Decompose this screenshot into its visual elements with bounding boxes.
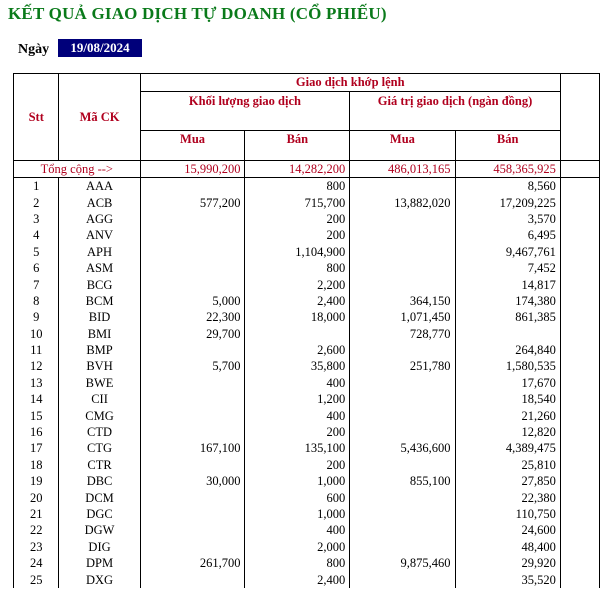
value-sell-cell: 14,817 [455,276,560,292]
value-sell-cell: 18,540 [455,391,560,407]
total-volume-sell: 14,282,200 [245,161,350,178]
stt-cell: 9 [14,309,59,325]
date-label: Ngày [18,42,50,57]
table-row [14,309,600,325]
total-value-sell: 458,365,925 [455,161,560,178]
extra-cell [560,457,599,473]
total-extra [560,161,599,178]
value-buy-cell [350,178,455,195]
stt-cell: 15 [14,407,59,423]
code-cell: DBC [59,473,140,489]
volume-sell-cell: 800 [245,555,350,571]
volume-buy-cell [140,276,245,292]
header-volume-buy: Mua [140,131,245,161]
value-sell-cell: 27,850 [455,473,560,489]
code-cell: BCG [59,276,140,292]
value-sell-cell: 21,260 [455,407,560,423]
code-cell: ASM [59,260,140,276]
value-buy-cell [350,571,455,587]
volume-sell-cell: 400 [245,407,350,423]
volume-buy-cell: 261,700 [140,555,245,571]
header-value: Giá trị giao dịch (ngàn đồng) [350,92,561,131]
code-cell: DIG [59,539,140,555]
volume-buy-cell [140,244,245,260]
total-value-buy: 486,013,165 [350,161,455,178]
code-cell: CTG [59,440,140,456]
code-cell: BID [59,309,140,325]
volume-buy-cell [140,227,245,243]
extra-cell [560,489,599,505]
table-row [14,407,600,423]
code-cell: BVH [59,358,140,374]
volume-buy-cell: 5,700 [140,358,245,374]
volume-buy-cell [140,539,245,555]
value-sell-cell [455,326,560,342]
volume-buy-cell [140,407,245,423]
table-row [14,391,600,407]
extra-cell [560,342,599,358]
stt-cell: 22 [14,522,59,538]
code-cell: ANV [59,227,140,243]
volume-sell-cell: 1,000 [245,473,350,489]
volume-sell-cell: 1,200 [245,391,350,407]
stt-cell: 19 [14,473,59,489]
volume-sell-cell: 1,104,900 [245,244,350,260]
header-volume-sell: Bán [245,131,350,161]
value-sell-cell: 35,520 [455,571,560,587]
extra-cell [560,424,599,440]
volume-buy-cell [140,211,245,227]
volume-sell-cell: 715,700 [245,194,350,210]
table-row [14,571,600,587]
extra-cell [560,555,599,571]
value-buy-cell: 364,150 [350,293,455,309]
table-row [14,457,600,473]
value-buy-cell: 5,436,600 [350,440,455,456]
code-cell: DGW [59,522,140,538]
code-cell: DCM [59,489,140,505]
header-ma-ck: Mã CK [59,74,140,161]
extra-cell [560,391,599,407]
extra-cell [560,407,599,423]
extra-cell [560,178,599,195]
value-buy-cell [350,375,455,391]
trading-results-table [13,73,600,588]
code-cell: BMI [59,326,140,342]
value-sell-cell: 25,810 [455,457,560,473]
extra-cell [560,539,599,555]
value-sell-cell: 1,580,535 [455,358,560,374]
value-sell-cell: 29,920 [455,555,560,571]
table-row [14,260,600,276]
volume-buy-cell [140,375,245,391]
header-volume: Khối lượng giao dịch [140,92,350,131]
volume-buy-cell [140,522,245,538]
table-row [14,194,600,210]
table-row [14,375,600,391]
extra-cell [560,473,599,489]
value-sell-cell: 4,389,475 [455,440,560,456]
volume-buy-cell [140,342,245,358]
code-cell: DGC [59,506,140,522]
value-buy-cell [350,506,455,522]
extra-cell [560,375,599,391]
stt-cell: 24 [14,555,59,571]
code-cell: CMG [59,407,140,423]
table-row [14,555,600,571]
table-row [14,227,600,243]
volume-sell-cell: 200 [245,227,350,243]
volume-buy-cell: 29,700 [140,326,245,342]
value-sell-cell: 110,750 [455,506,560,522]
volume-buy-cell [140,571,245,587]
code-cell: AAA [59,178,140,195]
code-cell: BMP [59,342,140,358]
table-row [14,440,600,456]
volume-sell-cell: 2,400 [245,571,350,587]
value-buy-cell: 13,882,020 [350,194,455,210]
volume-buy-cell [140,178,245,195]
value-buy-cell [350,260,455,276]
value-sell-cell: 22,380 [455,489,560,505]
value-buy-cell: 728,770 [350,326,455,342]
header-matched-orders: Giao dịch khớp lệnh [140,74,560,92]
value-buy-cell: 1,071,450 [350,309,455,325]
value-buy-cell [350,539,455,555]
volume-sell-cell: 800 [245,178,350,195]
date-value: 19/08/2024 [58,39,142,57]
extra-cell [560,211,599,227]
volume-sell-cell: 2,200 [245,276,350,292]
stt-cell: 3 [14,211,59,227]
value-buy-cell [350,211,455,227]
volume-buy-cell [140,391,245,407]
value-buy-cell: 251,780 [350,358,455,374]
code-cell: CII [59,391,140,407]
value-sell-cell: 9,467,761 [455,244,560,260]
stt-cell: 2 [14,194,59,210]
header-extra [560,74,599,161]
value-buy-cell: 855,100 [350,473,455,489]
value-sell-cell: 24,600 [455,522,560,538]
stt-cell: 11 [14,342,59,358]
header-value-buy: Mua [350,131,455,161]
value-buy-cell [350,227,455,243]
value-sell-cell: 12,820 [455,424,560,440]
volume-buy-cell [140,424,245,440]
extra-cell [560,309,599,325]
volume-sell-cell: 200 [245,211,350,227]
table-row [14,506,600,522]
volume-sell-cell: 2,600 [245,342,350,358]
stt-cell: 14 [14,391,59,407]
value-sell-cell: 17,670 [455,375,560,391]
value-sell-cell: 48,400 [455,539,560,555]
stt-cell: 17 [14,440,59,456]
stt-cell: 7 [14,276,59,292]
extra-cell [560,358,599,374]
volume-sell-cell: 2,000 [245,539,350,555]
stt-cell: 21 [14,506,59,522]
stt-cell: 5 [14,244,59,260]
value-buy-cell: 9,875,460 [350,555,455,571]
value-sell-cell: 174,380 [455,293,560,309]
table-row [14,178,600,195]
code-cell: BWE [59,375,140,391]
page-title: KẾT QUẢ GIAO DỊCH TỰ DOANH (CỔ PHIẾU) [8,4,387,23]
table-row [14,244,600,260]
extra-cell [560,276,599,292]
extra-cell [560,571,599,587]
total-volume-buy: 15,990,200 [140,161,245,178]
value-sell-cell: 3,570 [455,211,560,227]
table-row [14,358,600,374]
table-row [14,326,600,342]
stt-cell: 10 [14,326,59,342]
volume-sell-cell: 135,100 [245,440,350,456]
extra-cell [560,194,599,210]
value-buy-cell [350,457,455,473]
stt-cell: 6 [14,260,59,276]
volume-sell-cell: 1,000 [245,506,350,522]
code-cell: CTD [59,424,140,440]
stt-cell: 4 [14,227,59,243]
stt-cell: 23 [14,539,59,555]
volume-sell-cell: 600 [245,489,350,505]
volume-sell-cell: 200 [245,424,350,440]
table-row [14,473,600,489]
table-row [14,424,600,440]
value-buy-cell [350,276,455,292]
extra-cell [560,326,599,342]
stt-cell: 12 [14,358,59,374]
value-sell-cell: 8,560 [455,178,560,195]
value-buy-cell [350,489,455,505]
volume-buy-cell: 22,300 [140,309,245,325]
value-buy-cell [350,424,455,440]
volume-sell-cell: 400 [245,375,350,391]
volume-buy-cell [140,457,245,473]
stt-cell: 13 [14,375,59,391]
value-sell-cell: 264,840 [455,342,560,358]
extra-cell [560,227,599,243]
volume-buy-cell [140,260,245,276]
extra-cell [560,506,599,522]
code-cell: DXG [59,571,140,587]
volume-buy-cell [140,506,245,522]
total-row [14,161,600,178]
code-cell: AGG [59,211,140,227]
extra-cell [560,440,599,456]
total-label: Tổng cộng --> [14,161,141,178]
stt-cell: 25 [14,571,59,587]
code-cell: APH [59,244,140,260]
value-sell-cell: 861,385 [455,309,560,325]
table-row [14,539,600,555]
stt-cell: 8 [14,293,59,309]
volume-buy-cell: 167,100 [140,440,245,456]
extra-cell [560,244,599,260]
table-row [14,276,600,292]
header-value-sell: Bán [455,131,560,161]
stt-cell: 1 [14,178,59,195]
code-cell: ACB [59,194,140,210]
volume-buy-cell [140,489,245,505]
table-row [14,489,600,505]
value-buy-cell [350,342,455,358]
value-sell-cell: 7,452 [455,260,560,276]
header-stt: Stt [14,74,59,161]
value-buy-cell [350,244,455,260]
volume-sell-cell [245,326,350,342]
stt-cell: 16 [14,424,59,440]
volume-buy-cell: 5,000 [140,293,245,309]
volume-sell-cell: 200 [245,457,350,473]
volume-buy-cell: 30,000 [140,473,245,489]
extra-cell [560,293,599,309]
volume-sell-cell: 35,800 [245,358,350,374]
code-cell: DPM [59,555,140,571]
code-cell: CTR [59,457,140,473]
code-cell: BCM [59,293,140,309]
value-sell-cell: 17,209,225 [455,194,560,210]
value-buy-cell [350,522,455,538]
stt-cell: 18 [14,457,59,473]
extra-cell [560,522,599,538]
value-sell-cell: 6,495 [455,227,560,243]
value-buy-cell [350,391,455,407]
value-buy-cell [350,407,455,423]
volume-buy-cell: 577,200 [140,194,245,210]
volume-sell-cell: 18,000 [245,309,350,325]
volume-sell-cell: 400 [245,522,350,538]
table-row [14,522,600,538]
volume-sell-cell: 800 [245,260,350,276]
extra-cell [560,260,599,276]
table-row [14,211,600,227]
table-row [14,293,600,309]
volume-sell-cell: 2,400 [245,293,350,309]
table-row [14,342,600,358]
stt-cell: 20 [14,489,59,505]
